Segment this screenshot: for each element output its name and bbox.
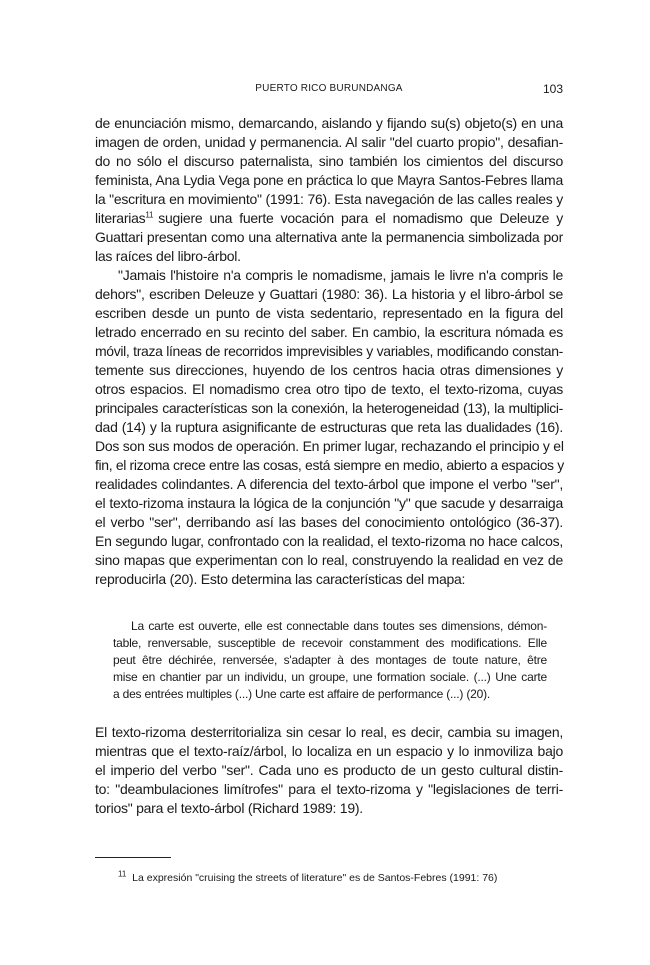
running-title: PUERTO RICO BURUNDANGA (255, 83, 403, 94)
footnote-marker: 11 (118, 869, 127, 879)
text-line: feminista, Ana Lydia Vega pone en práctica lo que Mayra Santos-Febres llama (95, 172, 563, 188)
text-line: imagen de orden, unidad y permanencia. Al salir "del cuarto propio", desafian- (95, 134, 563, 150)
text-fragment (95, 209, 153, 228)
footnote-ref[interactable]: 11 (145, 210, 154, 220)
text-line: Dos son sus modos de operación. En primer lugar, rechazando el principio y el (95, 438, 564, 454)
text-line: principales características son la conexión, la heterogeneidad (13), la multiplici- (95, 400, 563, 416)
text-line (95, 209, 563, 228)
text-line: fin, el rizoma crece entre las cosas, está siempre en medio, abierto a espacios y (95, 457, 564, 473)
quote-line: peut être déchirée, renversée, s'adapter à des montages de toute nature, être (113, 653, 547, 667)
text-line: mientras que el texto-raíz/árbol, lo localiza en un espacio y lo inmoviliza bajo (95, 743, 563, 759)
text-line: el texto-rizoma instaura la lógica de la conjunción "y" que sacude y desarraiga (95, 495, 563, 511)
text-line: realidades colindantes. A diferencia del texto-árbol que impone el verbo "ser", (95, 476, 563, 492)
text-line: to: "deambulaciones limítrofes" para el texto-rizoma y "legislaciones de terri- (95, 781, 563, 797)
text-line: En segundo lugar, confrontado con la realidad, el texto-rizoma no hace calcos, (95, 533, 563, 549)
text-line: sino mapas que experimentan con lo real, construyendo la realidad en vez de (95, 552, 563, 568)
text-line: El texto-rizoma desterritorializa sin cesar lo real, es decir, cambia su imagen, (95, 724, 563, 740)
text-line: las raíces del libro-árbol. (95, 248, 241, 264)
text-line: escriben desde un punto de vista sedentario, representado en la figura del (95, 305, 563, 321)
text-line: la "escritura en movimiento" (1991: 76). Esta navegación de las calles reales y (95, 191, 563, 207)
footnote (118, 869, 498, 884)
quote-line: La carte est ouverte, elle est connectable dans toutes ses dimensions, démon- (131, 619, 547, 633)
footnote-text: La expresión "cruising the streets of literature" es de Santos-Febres (1991: 76) (132, 872, 498, 884)
text-fragment: sugiere una fuerte vocación para el nomadismo que Deleuze y (158, 210, 563, 226)
text-line: temente sus direcciones, huyendo de los centros hacia otras dimensiones y (95, 362, 563, 378)
quote-line: table, renversable, susceptible de recevoir constamment des modifications. Elle (113, 636, 547, 650)
text-line: "Jamais l'histoire n'a compris le nomadisme, jamais le livre n'a compris le (118, 267, 563, 283)
text-line: móvil, traza líneas de recorridos imprevisibles y variables, modificando constan- (95, 343, 563, 359)
quote-line: mise en chantier par un individu, un groupe, une formation sociale. (...) Une carte (113, 670, 547, 684)
text-line: do no sólo el discurso paternalista, sino también los cimientos del discurso (95, 153, 563, 169)
footnote-divider (95, 857, 171, 858)
page-number: 103 (542, 82, 563, 96)
text-line: Guattari presentan como una alternativa ante la permanencia simbolizada por (95, 229, 563, 245)
quote-line: a des entrées multiples (...) Une carte est affaire de performance (...) (20). (113, 687, 491, 701)
text-line: el verbo "ser", derribando así las bases del conocimiento ontológico (36-37). (95, 514, 563, 530)
text-line: de enunciación mismo, demarcando, aislando y fijando su(s) objeto(s) en una (95, 115, 563, 131)
text-line: el imperio del verbo "ser". Cada uno es producto de un gesto cultural distin- (95, 762, 563, 778)
text-line: otros espacios. El nomadismo crea otro tipo de texto, el texto-rizoma, cuyas (95, 381, 563, 397)
running-header (95, 83, 563, 99)
text-word: literarias (95, 210, 146, 226)
text-line: reproducirla (20). Esto determina las características del mapa: (95, 571, 466, 587)
text-line: torios" para el texto-árbol (Richard 1989: 19). (95, 800, 363, 816)
text-line: dehors", escriben Deleuze y Guattari (1980: 36). La historia y el libro-árbol se (95, 286, 563, 302)
text-line: dad (14) y la ruptura asignificante de estructuras que reta las dualidades (16). (95, 419, 563, 435)
text-line: letrado encerrado en su recinto del saber. En cambio, la escritura nómada es (95, 324, 563, 340)
